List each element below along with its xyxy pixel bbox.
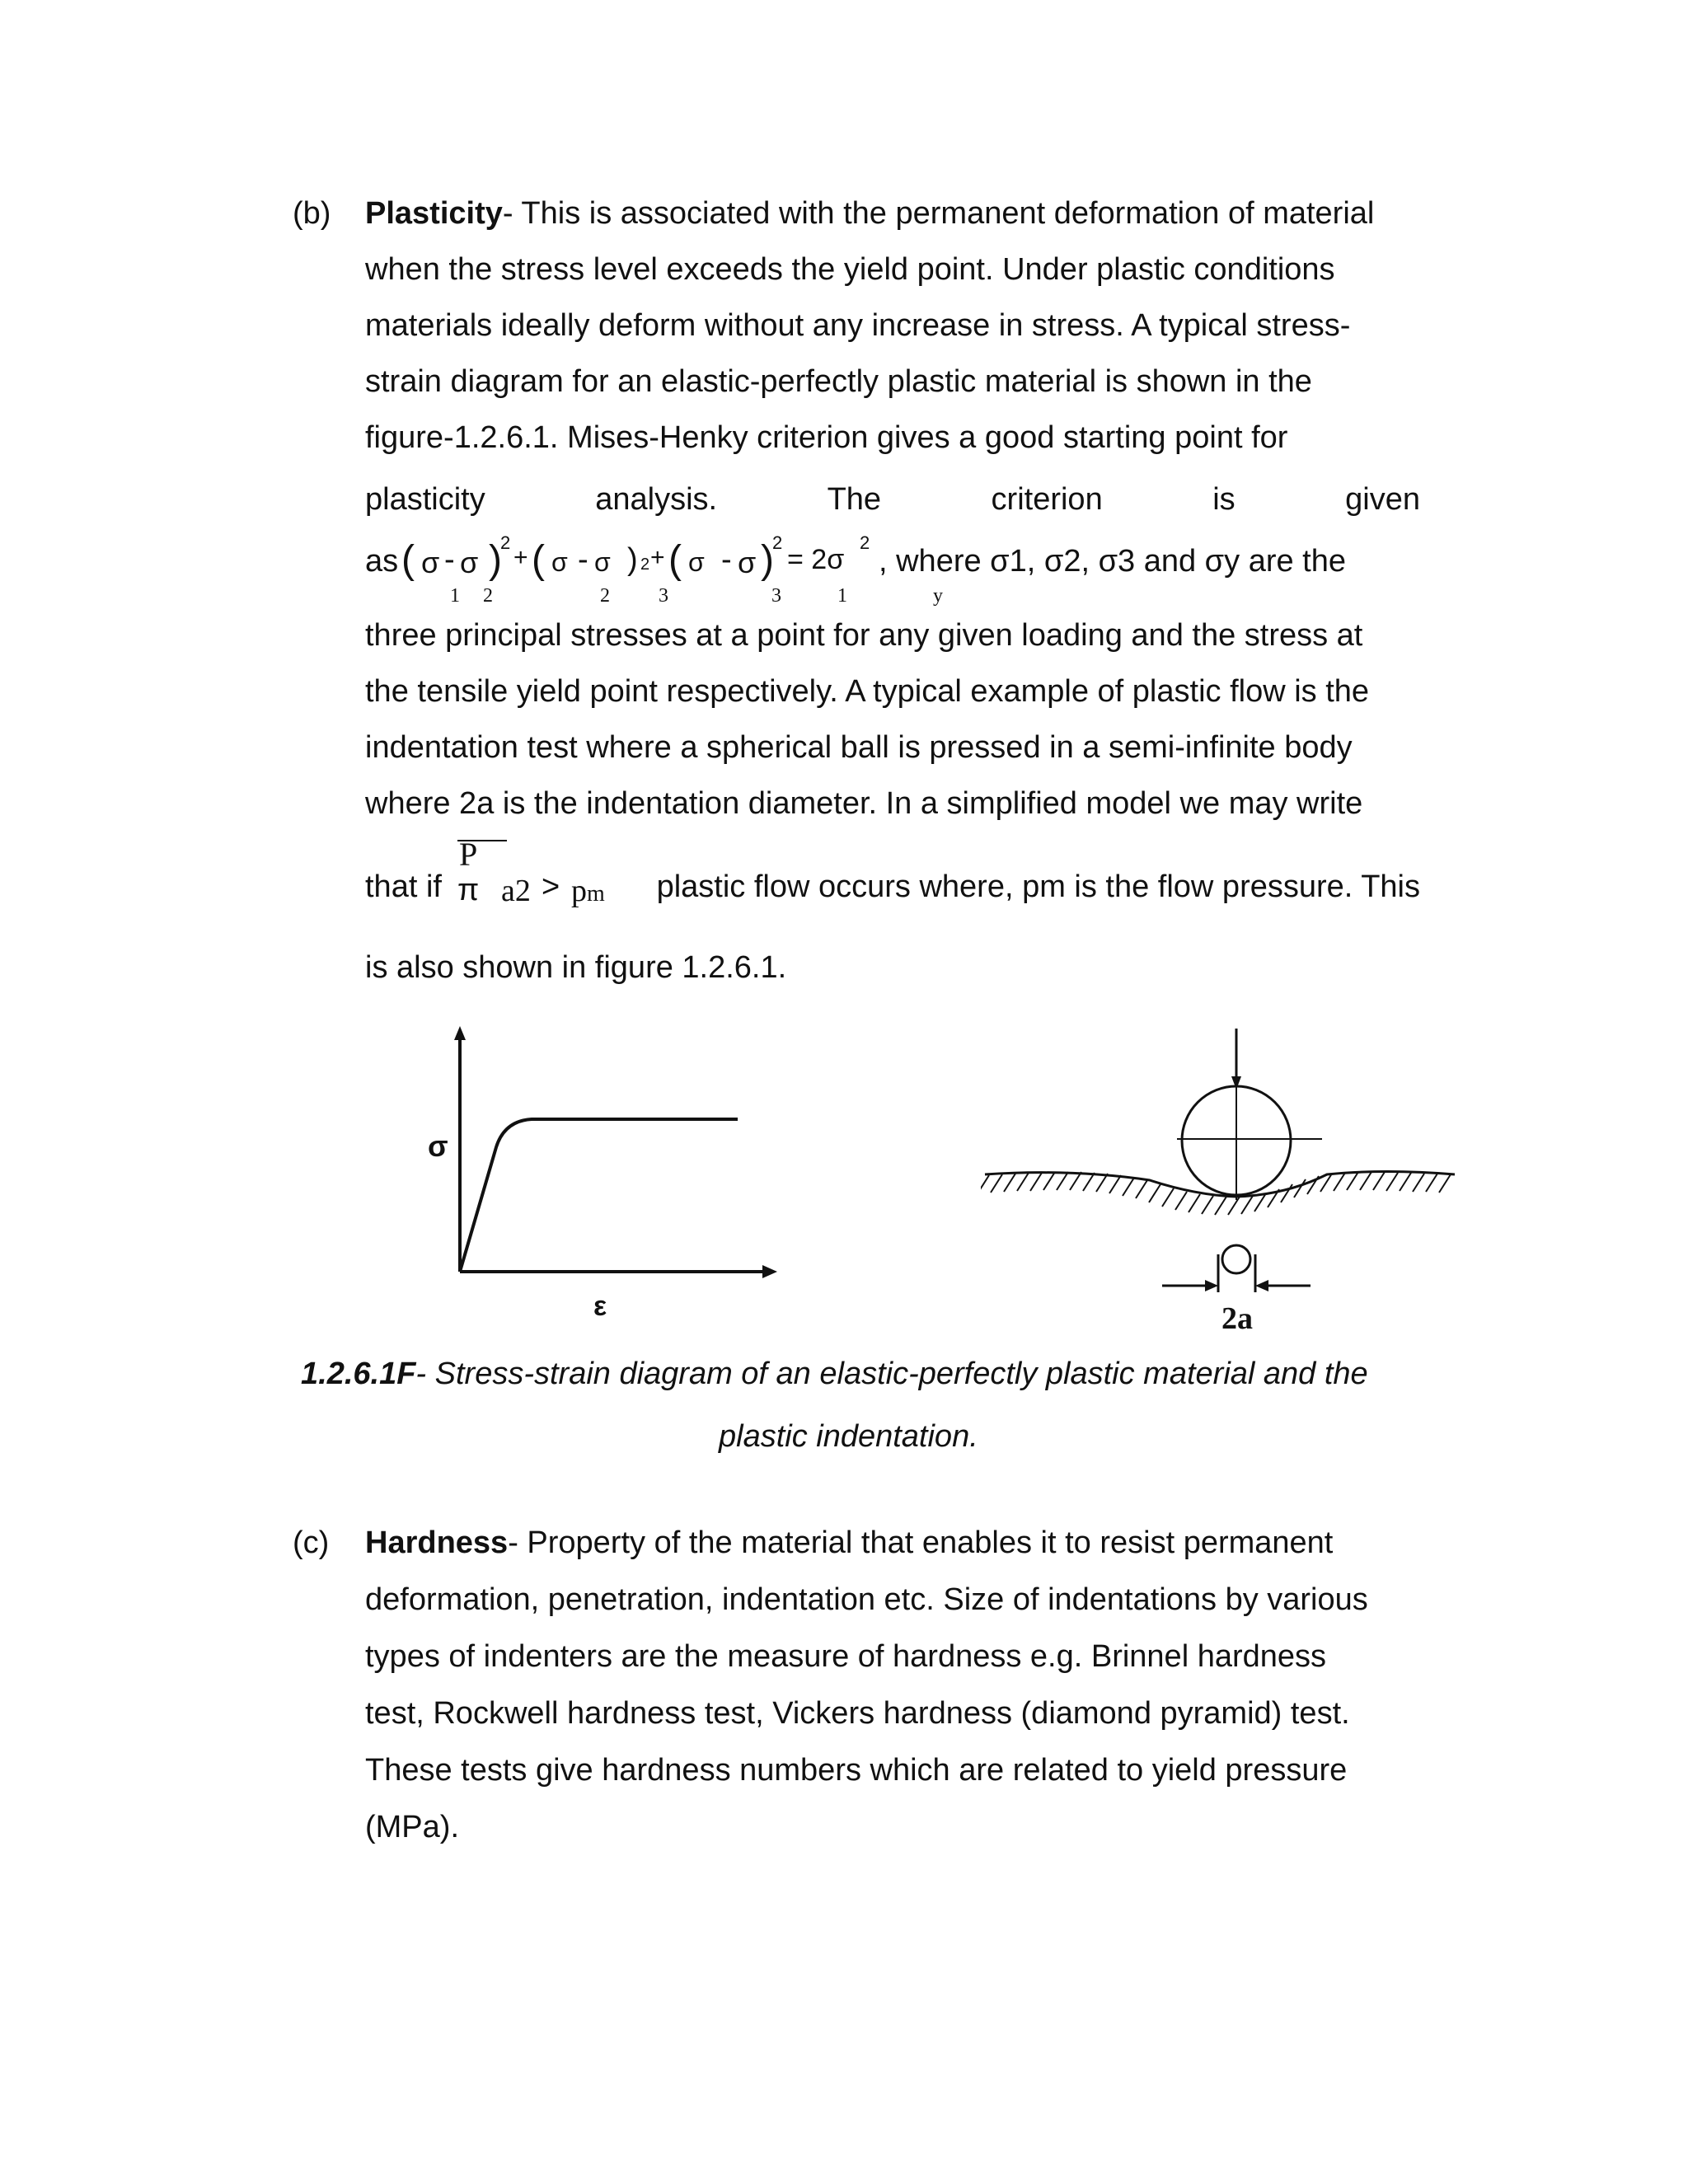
- section-b-term: Plasticity: [365, 196, 503, 231]
- paragraph-line: figure-1.2.6.1. Mises-Henky criterion gives a good starting point for: [365, 420, 1288, 455]
- figure-caption-line-2: plastic indentation.: [719, 1419, 978, 1454]
- flow-condition-line: that if P π a2 > pm plastic flow occurs where, pm is the flow pressure. This: [365, 836, 1420, 908]
- section-b-marker: (b): [293, 196, 331, 231]
- dimension-right-arrowhead: [1255, 1280, 1268, 1291]
- indentation-diameter-label: 2a: [1221, 1301, 1253, 1336]
- figure-number: 1.2.6.1F: [301, 1357, 416, 1391]
- indentation-sketch: [978, 1029, 1455, 1292]
- surface-hatching: [978, 1172, 1451, 1215]
- stress-axis-arrowhead: [454, 1026, 466, 1040]
- paragraph-line: where 2a is the indentation diameter. In a simplified model we may write: [365, 786, 1363, 821]
- paragraph-line: Hardness- Property of the material that enables it to resist permanent: [365, 1526, 1334, 1560]
- paragraph-line: (MPa).: [365, 1810, 459, 1844]
- stress-strain-diagram: [454, 1026, 777, 1278]
- stress-axis-label: σ: [428, 1129, 448, 1163]
- paragraph-line: indentation test where a spherical ball is pressed in a semi-infinite body: [365, 730, 1353, 765]
- paragraph-line: test, Rockwell hardness test, Vickers hardness (diamond pyramid) test.: [365, 1696, 1350, 1731]
- strain-axis-label: ε: [593, 1291, 607, 1322]
- mises-criterion-equation: as ( σ - σ ) 2 + ( σ - σ ) 2 + ( σ - σ ) 2 = 2σ 2 , where σ1, σ2, σ3 and σy are the 1 2 2 3 3 1 y: [365, 532, 1346, 607]
- paragraph-line: These tests give hardness numbers which are related to yield pressure: [365, 1753, 1348, 1788]
- paragraph-line: materials ideally deform without any increase in stress. A typical stress-: [365, 308, 1351, 343]
- section-c-marker: (c): [293, 1526, 330, 1560]
- paragraph-line-spread: plasticity analysis. The criterion is given: [365, 482, 1420, 517]
- indent-circle: [1222, 1245, 1250, 1273]
- elastic-perfectly-plastic-curve: [460, 1119, 738, 1272]
- paragraph-line: strain diagram for an elastic-perfectly plastic material is shown in the: [365, 364, 1312, 399]
- strain-axis-arrowhead: [762, 1265, 777, 1278]
- paragraph-line: the tensile yield point respectively. A typical example of plastic flow is the: [365, 674, 1370, 709]
- figure-caption: 1.2.6.1F- Stress-strain diagram of an elastic-perfectly plastic material and the: [301, 1357, 1368, 1391]
- paragraph-line: deformation, penetration, indentation etc. Size of indentations by various: [365, 1582, 1368, 1617]
- paragraph-line: when the stress level exceeds the yield point. Under plastic conditions: [365, 252, 1335, 287]
- paragraph-line: types of indenters are the measure of hardness e.g. Brinnel hardness: [365, 1639, 1327, 1674]
- section-c-term: Hardness: [365, 1526, 509, 1560]
- paragraph-line: Plasticity- This is associated with the permanent deformation of material: [365, 196, 1375, 231]
- paragraph-line: is also shown in figure 1.2.6.1.: [365, 950, 787, 985]
- paragraph-line: three principal stresses at a point for any given loading and the stress at: [365, 618, 1363, 653]
- dimension-left-arrowhead: [1205, 1280, 1218, 1291]
